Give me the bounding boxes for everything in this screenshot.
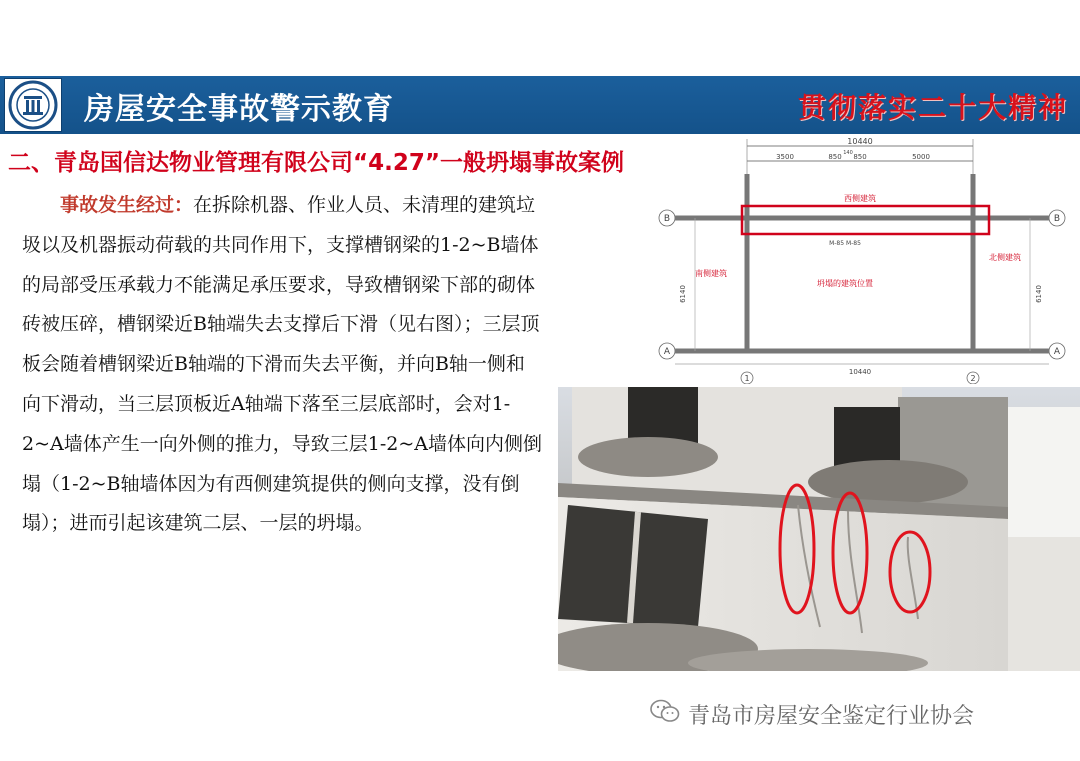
footer-watermark — [650, 698, 974, 730]
footer-organization: 青岛市房屋安全鉴定行业协会 — [688, 703, 975, 729]
header-bar — [0, 76, 1080, 134]
header-slogan: 贯彻落实二十大精神 — [797, 91, 1068, 124]
beam-labels: M-85 M-85 — [829, 240, 861, 247]
dim-seg-4: 850 — [853, 153, 867, 161]
svg-text:A: A — [1053, 347, 1061, 357]
accident-narrative: 在拆除机器、作业人员、未清理的建筑垃圾以及机器振动荷载的共同作用下，支撑槽钢梁的1-2~B墙体的局部受压承载力不能满足承压要求，导致槽钢梁下部的砌体砖被压碎，槽钢梁近B轴端失去支撑后下滑（见右图）；三层顶板会随着槽钢梁近B轴端的下滑而失去平衡，并向B轴一侧和向下滑动，当三层顶板近A轴端下落至三层底部时，会对1-2~A墙体产生一向外侧的推力，导致三层1-2~A墙体向内侧倒塌（1-2~B轴墙体因为有西侧建筑提供的侧向支撑，没有倒塌）；进而引起该建筑二层、一层的坍塌。 — [22, 194, 542, 535]
dim-seg-5: 5000 — [912, 153, 930, 161]
section-title: 二、青岛国信达物业管理有限公司“4.27”一般坍塌事故案例 — [8, 150, 624, 176]
dim-seg-3: 140 — [843, 150, 853, 156]
svg-text:2: 2 — [970, 374, 976, 383]
floor-plan-diagram — [655, 134, 1075, 384]
svg-text:1: 1 — [744, 374, 750, 383]
dim-seg-1: 3500 — [776, 153, 794, 161]
svg-text:B: B — [663, 214, 671, 224]
dim-total-top: 10440 — [847, 137, 873, 146]
dim-seg-2: 850 — [828, 153, 842, 161]
label-west-building: 西侧建筑 — [844, 194, 876, 203]
dim-side-right: 6140 — [1035, 285, 1043, 303]
association-seal-icon — [4, 78, 62, 132]
svg-text:A: A — [663, 347, 671, 357]
header-title: 房屋安全事故警示教育 — [84, 92, 394, 127]
dim-total-bottom: 10440 — [848, 368, 872, 376]
accident-lead-label: 事故发生经过： — [60, 194, 194, 216]
dim-side-left: 6140 — [679, 285, 687, 303]
label-north-building: 北侧建筑 — [989, 253, 1021, 262]
label-south-building: 南侧建筑 — [695, 269, 727, 278]
collapse-site-photo — [558, 387, 1080, 671]
label-collapse-location: 坍塌的建筑位置 — [817, 279, 873, 288]
svg-text:B: B — [1053, 214, 1061, 224]
wechat-icon — [650, 698, 680, 730]
accident-description — [22, 186, 542, 544]
